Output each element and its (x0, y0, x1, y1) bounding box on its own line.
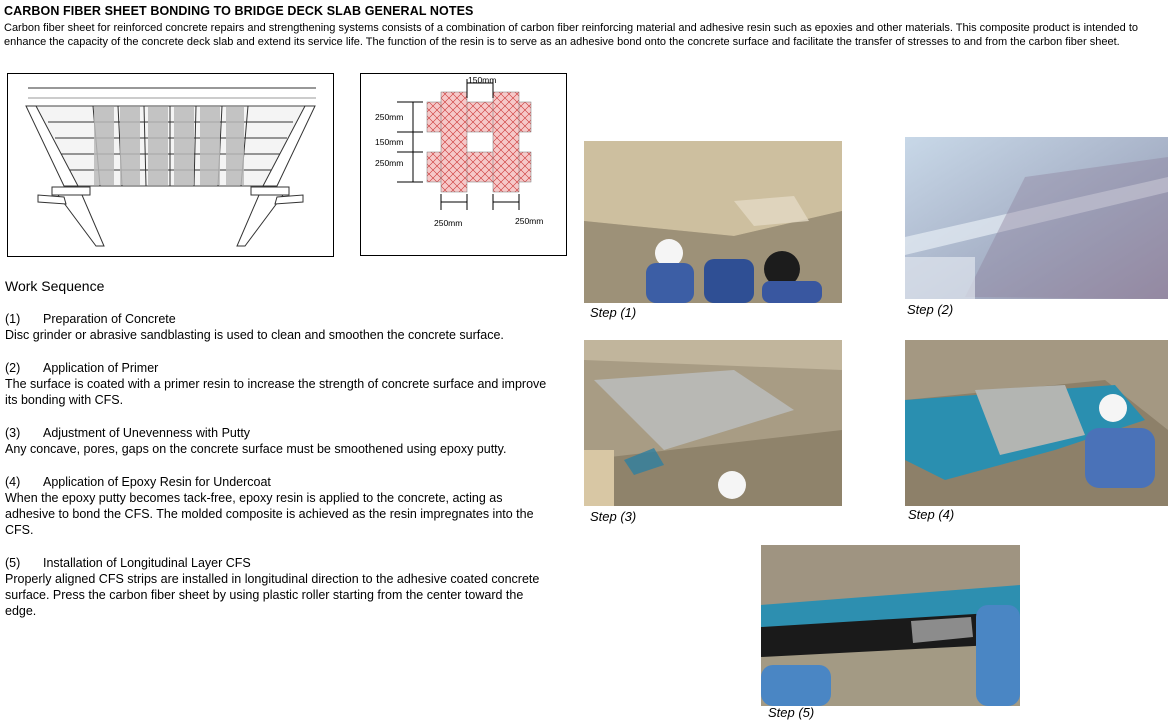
dim-top-label: 150mm (468, 75, 497, 85)
dim-left-label-2: 150mm (375, 137, 404, 147)
dim-bottom-label-right: 250mm (515, 216, 544, 226)
step-description: When the epoxy putty becomes tack-free, epoxy resin is applied to the concrete, acting as adhesive to bond the CFS. The molded composite is achieved as the resin impregnates into the CFS. (5, 491, 534, 537)
dim-bottom-label-left: 250mm (434, 218, 463, 228)
step-number: (3) (5, 426, 21, 440)
step-2-photo (905, 137, 1168, 299)
step-description: Any concave, pores, gaps on the concrete surface must be smoothened using epoxy putty. (5, 442, 507, 456)
step-4-caption: Step (4) (908, 507, 955, 522)
dim-left-label-1: 250mm (375, 112, 404, 122)
step-title: Adjustment of Unevenness with Putty (43, 426, 251, 440)
step-number: (1) (5, 312, 21, 326)
step-1-caption: Step (1) (590, 305, 637, 320)
step-number: (5) (5, 556, 21, 570)
work-step-5 (5, 555, 550, 619)
step-5-photo (761, 545, 1020, 706)
step-2-caption: Step (2) (907, 302, 954, 317)
step-description: The surface is coated with a primer resin to increase the strength of concrete surface and improve its bonding with CFS. (5, 377, 547, 407)
cfs-layout-dimension-drawing (360, 73, 567, 256)
step-title: Preparation of Concrete (43, 312, 176, 326)
step-description: Properly aligned CFS strips are installed in longitudinal direction to the adhesive coated concrete surface. Press the carbon fiber sheet by using plastic roller starting from the center toward the edge. (5, 572, 540, 618)
work-step-4 (5, 474, 550, 538)
step-4-photo (905, 340, 1168, 506)
step-3-photo (584, 340, 842, 506)
step-5-caption: Step (5) (768, 705, 815, 720)
work-step-2 (5, 360, 550, 408)
intro-paragraph: Carbon fiber sheet for reinforced concrete repairs and strengthening systems consists of a combination of carbon fiber reinforcing material and adhesive resin such as epoxies and other materials. This composite product is intended to enhance the capacity of the concrete deck slab and extend its service life. The function of the resin is to serve as an adhesive bond onto the concrete surface and facilitate the transfer of stresses to and from the carbon fiber sheet. (4, 22, 1139, 48)
work-step-1 (5, 311, 550, 343)
bridge-deck-drawing (7, 73, 334, 257)
work-step-3 (5, 425, 550, 457)
step-title: Application of Epoxy Resin for Undercoat (43, 475, 271, 489)
work-sequence-heading: Work Sequence (5, 278, 105, 294)
dim-left-label-3: 250mm (375, 158, 404, 168)
document-title: CARBON FIBER SHEET BONDING TO BRIDGE DECK SLAB GENERAL NOTES (4, 4, 474, 18)
step-1-photo (584, 141, 842, 303)
step-number: (2) (5, 361, 21, 375)
step-description: Disc grinder or abrasive sandblasting is used to clean and smoothen the concrete surface. (5, 328, 504, 342)
step-number: (4) (5, 475, 21, 489)
step-title: Application of Primer (43, 361, 159, 375)
step-3-caption: Step (3) (590, 509, 637, 524)
step-title: Installation of Longitudinal Layer CFS (43, 556, 251, 570)
